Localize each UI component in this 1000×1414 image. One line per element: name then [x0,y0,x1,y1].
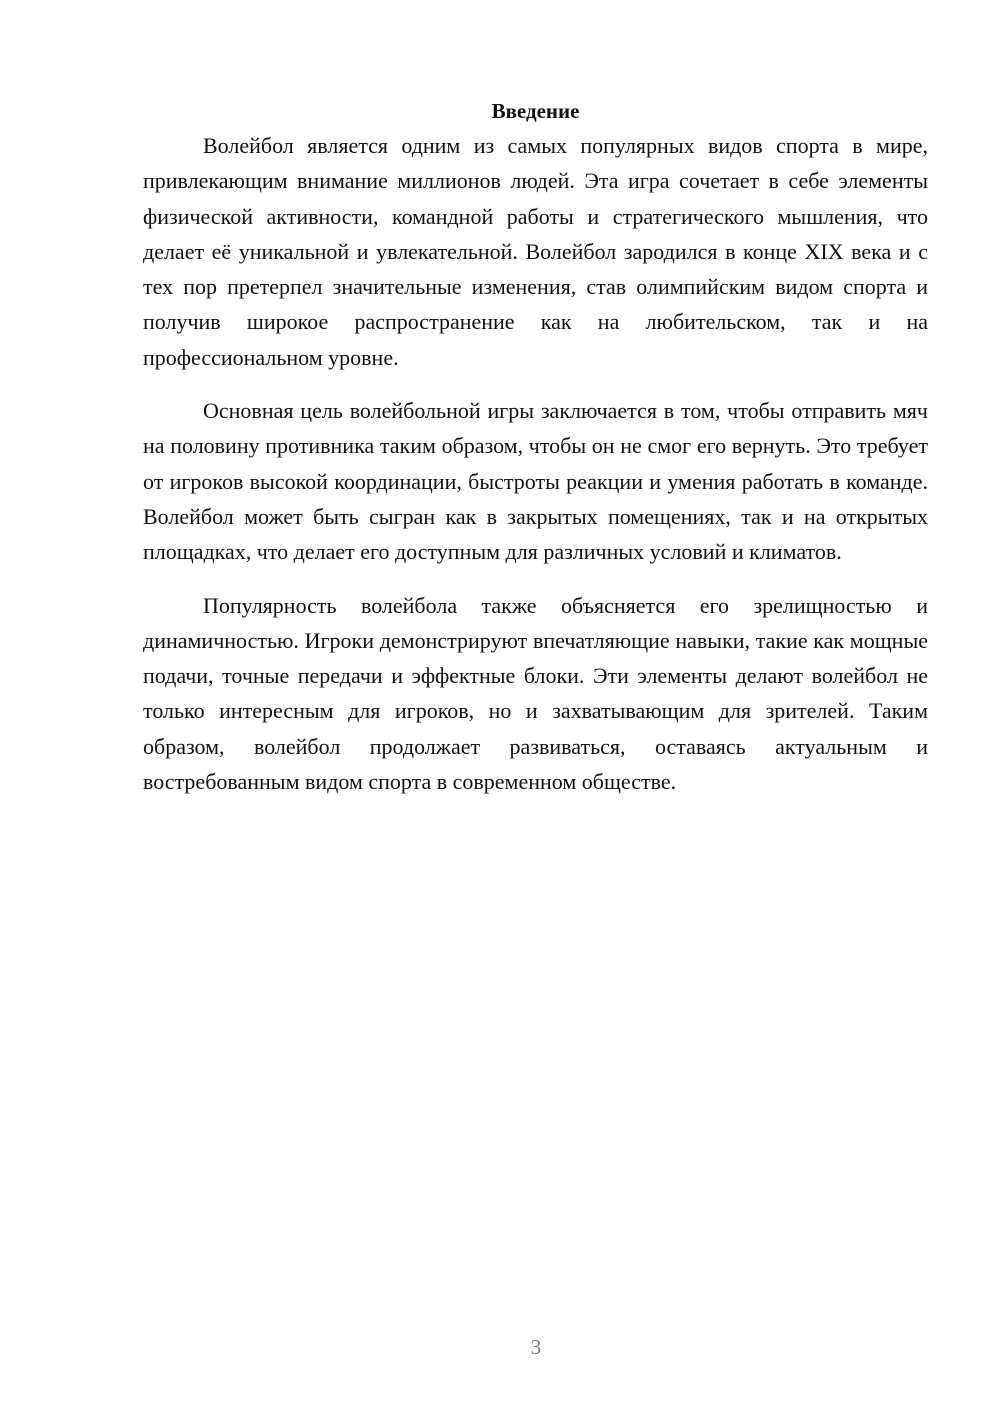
paragraph-3: Популярность волейбола также объясняется его зрелищностью и динамичностью. Игроки демонстрируют впечатляющие навыки, такие как мощные подачи, точные передачи и эффектные блоки. Эти элементы делают волейбол не только интересным для игроков, но и захватывающим для зрителей. Таким образом, волейбол продолжает развиваться, оставаясь актуальным и востребованным видом спорта в современном обществе. [143,592,928,795]
page-title: Введение [491,99,580,123]
paragraph-2: Основная цель волейбольной игры заключается в том, чтобы отправить мяч на половину противника таким образом, чтобы он не смог его вернуть. Это требует от игроков высокой координации, быстроты реакции и умения работать в команде. Волейбол может быть сыгран как в закрытых помещениях, так и на открытых площадках, что делает его доступным для различных условий и климатов. [143,398,928,565]
page-number: 3 [530,1335,542,1359]
page-content [143,96,928,817]
paragraph-1: Волейбол является одним из самых популярных видов спорта в мире, привлекающим внимание миллионов людей. Эта игра сочетает в себе элементы физической активности, командной работы и стратегического мышления, что делает её уникальной и увлекательной. Волейбол зародился в конце XIX века и с тех пор претерпел значительные изменения, став олимпийским видом спорта и получив широкое распространение как на любительском, так и на профессиональном уровне. [143,133,928,370]
